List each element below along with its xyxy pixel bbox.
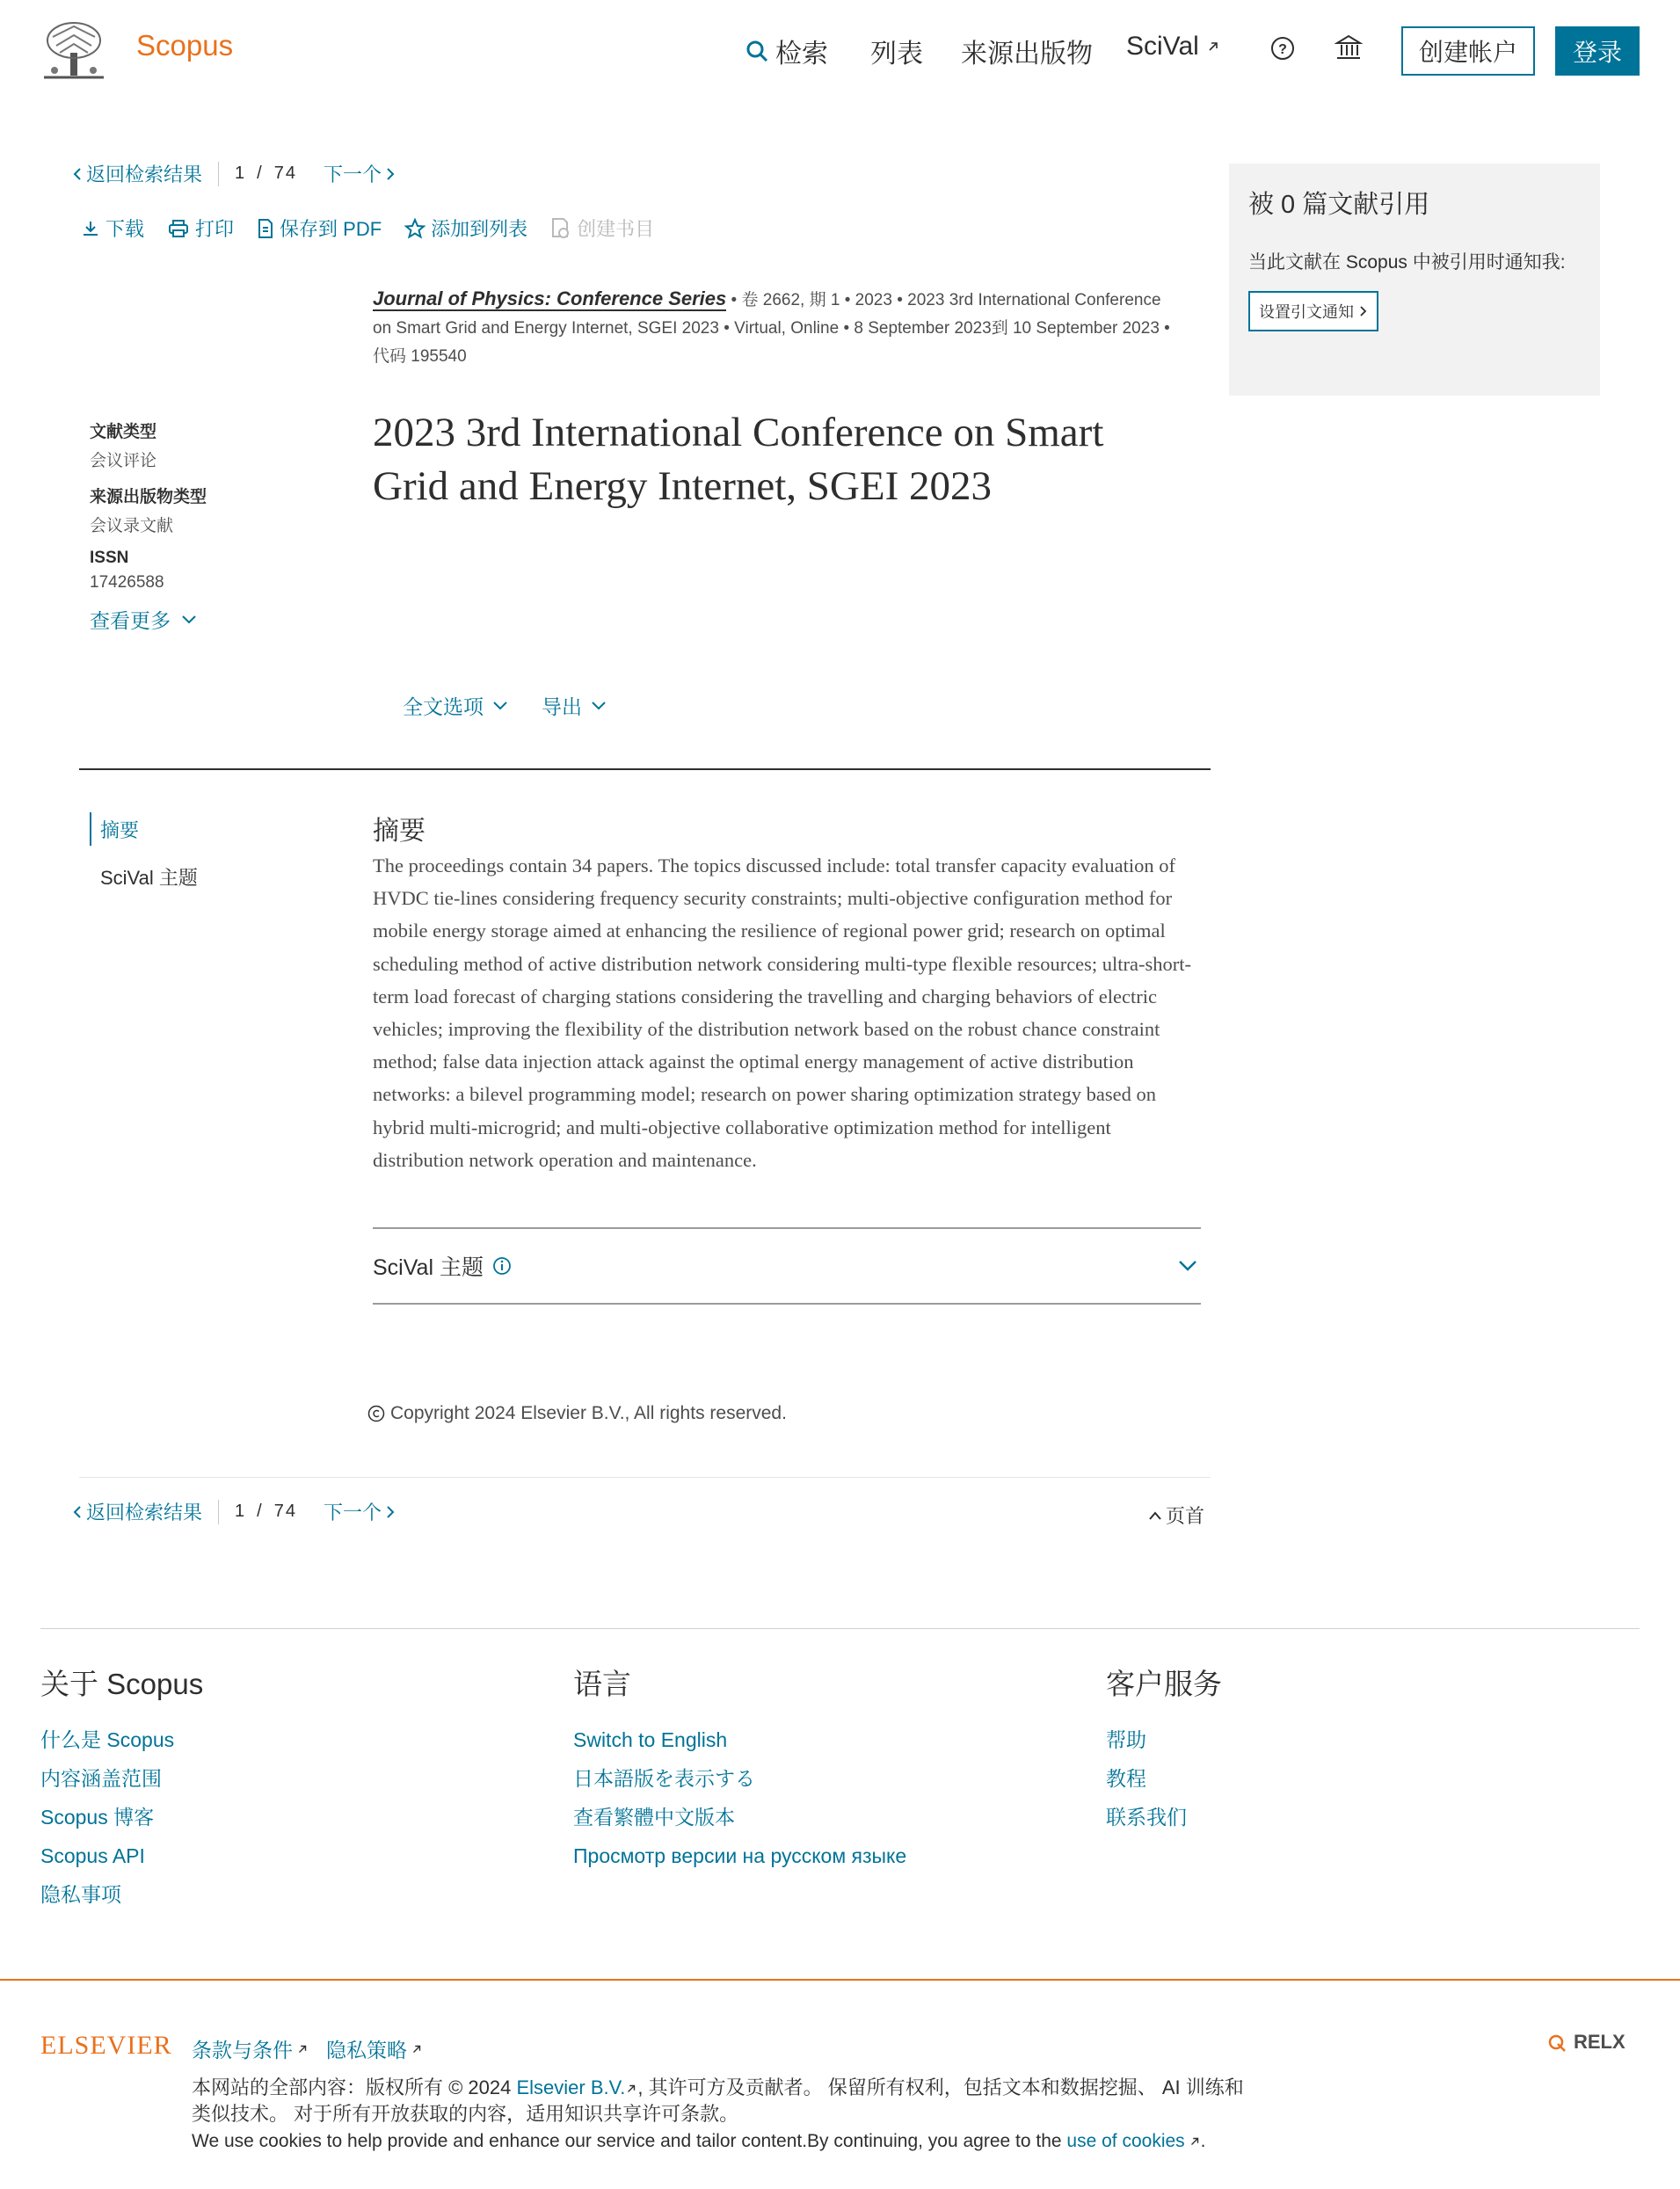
- nav-lists[interactable]: 列表: [870, 40, 923, 69]
- next-result-link[interactable]: [324, 1498, 396, 1525]
- next-label: 下一个: [323, 1502, 382, 1524]
- next-label: 下一个: [323, 164, 382, 185]
- sidenav-item-scival-topics[interactable]: SciVal 主题: [100, 867, 198, 889]
- chevron-up-icon: [1148, 1510, 1162, 1521]
- help-icon[interactable]: [1269, 35, 1296, 62]
- terms-label: 条款与条件: [192, 2039, 293, 2062]
- relx-label: RELX: [1574, 2031, 1625, 2053]
- cookie-notice-text: We use cookies to help provide and enhance our service and tailor content.By continuing, you agree to the: [192, 2131, 1067, 2151]
- pager-total: 74: [273, 164, 297, 183]
- chevron-left-icon: [72, 1505, 83, 1519]
- nav-scival[interactable]: [1126, 32, 1220, 62]
- footer-link-content-coverage[interactable]: 内容涵盖范围: [40, 1767, 162, 1790]
- chevron-down-icon: [181, 615, 197, 625]
- elsevier-logo[interactable]: ELSEVIER: [40, 2031, 172, 2060]
- external-link-icon: [411, 2043, 423, 2055]
- external-link-icon: [1189, 2135, 1201, 2148]
- chevron-right-icon: [385, 1505, 396, 1519]
- volume-issue: 卷 2662, 期 1: [741, 291, 840, 309]
- star-icon: [404, 218, 425, 239]
- scival-topics-title: [373, 1250, 512, 1282]
- next-result-link[interactable]: [324, 160, 396, 187]
- pager-slash: /: [257, 164, 264, 183]
- pager-top: [72, 160, 396, 187]
- active-indicator: [90, 812, 91, 846]
- download-button[interactable]: [81, 215, 144, 242]
- pager-slash: /: [257, 1502, 264, 1521]
- footer-link-contact[interactable]: 联系我们: [1106, 1806, 1187, 1829]
- footer-link-help[interactable]: 帮助: [1106, 1728, 1146, 1751]
- footer-service-heading: 客户服务: [1106, 1668, 1222, 1700]
- full-text-options-label: 全文选项: [403, 695, 484, 718]
- footer-link-russian[interactable]: Просмотр версии на русском языке: [573, 1844, 907, 1867]
- export-dropdown[interactable]: [542, 691, 607, 720]
- abstract-text: The proceedings contain 34 papers. The topics discussed include: total transfer capacity evaluation of HVDC tie-lines considering frequency security constraints; multi-objective configuration method for mobile energy storage aimed at enhancing the resilience of regional power grid; research on optimal scheduling method of active distribution network considering multi-type flexible resources; ultra-short-term load forecast of charging stations considering the travelling and charging behaviors of electric vehicles; improving the flexibility of the distribution network based on the robust chance constraint method; false data injection attack against the optimal energy management of active distribution networks: a bilevel programming model; research on power sharing optimization strategy based on hybrid multi-microgrid; and multi-objective collaborative optimization method for intelligent distribution network operation and maintenance.: [373, 855, 1192, 1171]
- chevron-right-icon: [1359, 305, 1368, 317]
- footer-link-traditional-chinese[interactable]: 查看繁體中文版本: [573, 1806, 735, 1829]
- cited-by-panel: [1229, 164, 1600, 396]
- nav-scival-label: SciVal: [1126, 32, 1199, 61]
- export-label: 导出: [542, 695, 582, 718]
- section-divider: [79, 768, 1211, 770]
- nav-search-label: 检索: [775, 40, 828, 69]
- footer-link-what-is-scopus[interactable]: 什么是 Scopus: [40, 1728, 175, 1751]
- copyright-text: Copyright 2024 Elsevier B.V., All rights reserved.: [390, 1403, 787, 1423]
- cited-by-title: 被 0 篇文献引用: [1248, 191, 1430, 219]
- footer-accent-line: [0, 1979, 1680, 1981]
- save-pdf-button[interactable]: [257, 215, 382, 242]
- scopus-brand[interactable]: Scopus: [136, 29, 234, 62]
- legal-notice: [192, 2075, 1255, 2127]
- copyright-line: [367, 1403, 787, 1424]
- back-to-results-link[interactable]: [72, 160, 202, 187]
- full-text-options-dropdown[interactable]: [403, 691, 508, 720]
- footer-language-heading: 语言: [573, 1668, 631, 1700]
- print-icon: [167, 219, 190, 238]
- source-type-label: 来源出版物类型: [90, 488, 207, 506]
- footer-about-heading: 关于 Scopus: [40, 1668, 204, 1700]
- chevron-down-icon: [591, 701, 607, 711]
- footer-customer-service: [1106, 1662, 1222, 1836]
- pager-bottom: [72, 1498, 396, 1525]
- info-icon[interactable]: [492, 1256, 512, 1276]
- set-citation-alert-button[interactable]: [1248, 291, 1378, 331]
- privacy-policy-label: 隐私策略: [326, 2039, 407, 2062]
- create-bibliography-button[interactable]: [550, 215, 654, 242]
- elsevier-bv-link[interactable]: Elsevier B.V.: [516, 2076, 626, 2098]
- document-meta: [90, 418, 353, 634]
- print-button[interactable]: [167, 215, 234, 242]
- cookie-notice-end: .: [1200, 2131, 1206, 2151]
- doc-type-value: 会议评论: [90, 452, 157, 470]
- copyright-icon: [367, 1405, 385, 1422]
- download-label: 下载: [105, 218, 145, 240]
- document-title: 2023 3rd International Conference on Smart Grid and Energy Internet, SGEI 2023: [373, 410, 1104, 509]
- bibliography-icon: [550, 217, 571, 240]
- create-bibliography-label: 创建书目: [577, 218, 655, 240]
- pager-separator: [218, 1500, 219, 1524]
- chevron-right-icon: [385, 167, 396, 181]
- login-button[interactable]: 登录: [1555, 26, 1640, 76]
- chevron-left-icon: [72, 167, 83, 181]
- conference-dates: 8 September 2023到 10 September 2023: [854, 319, 1160, 338]
- footer-link-japanese[interactable]: 日本語版を表示する: [573, 1767, 755, 1790]
- external-link-icon: [1206, 40, 1220, 54]
- nav-search[interactable]: [745, 32, 828, 70]
- footer-language: [573, 1662, 906, 1875]
- pager-separator: [218, 162, 219, 186]
- add-to-list-label: 添加到列表: [431, 218, 528, 240]
- view-more-label: 查看更多: [90, 609, 171, 632]
- footer-link-scopus-blog[interactable]: Scopus 博客: [40, 1806, 155, 1829]
- footer-about: [40, 1662, 203, 1914]
- footer-link-tutorials[interactable]: 教程: [1106, 1767, 1146, 1790]
- use-of-cookies-link[interactable]: use of cookies: [1066, 2131, 1185, 2151]
- conference-name: 2023 3rd International Conference on Smart Grid and Energy Internet, SGEI 2023: [373, 291, 1161, 338]
- journal-link[interactable]: Journal of Physics: Conference Series: [373, 287, 727, 309]
- document-toolbar: [81, 215, 654, 242]
- section-nav: [90, 812, 198, 891]
- search-icon: [745, 40, 768, 62]
- external-link-icon: [296, 2043, 309, 2055]
- issn-value: 17426588: [90, 573, 164, 592]
- legal-notice-post: , 其许可方及贡献者。 保留所有权利，包括文本和数据挖掘、 AI 训练和类似技术。 对于所有开放获取的内容，适用知识共享许可条款。: [192, 2076, 1244, 2125]
- institution-icon[interactable]: [1335, 33, 1363, 62]
- footer-link-scopus-api[interactable]: Scopus API: [40, 1844, 145, 1867]
- pager-position: 1: [235, 1502, 247, 1521]
- legal-notice-pre: 本网站的全部内容：版权所有 © 2024: [192, 2076, 517, 2098]
- abstract-heading: 摘要: [373, 817, 425, 846]
- pager-total: 74: [273, 1502, 297, 1521]
- external-link-icon: [625, 2083, 637, 2095]
- terms-link[interactable]: [192, 2034, 309, 2063]
- back-to-top-label: 页首: [1166, 1505, 1205, 1527]
- cited-by-notify-text: 当此文献在 Scopus 中被引用时通知我:: [1248, 252, 1566, 273]
- doc-type-label: 文献类型: [90, 423, 157, 441]
- publication-year: 2023: [855, 291, 892, 309]
- back-label: 返回检索结果: [86, 1502, 203, 1524]
- sidenav-item-abstract[interactable]: [90, 812, 198, 846]
- pager-position: 1: [235, 164, 247, 183]
- add-to-list-button[interactable]: [404, 215, 527, 242]
- create-account-button[interactable]: 创建帐户: [1401, 26, 1535, 76]
- sidenav-abstract-label: 摘要: [100, 818, 140, 841]
- conference-code: 代码 195540: [373, 347, 467, 366]
- cookie-notice: [192, 2131, 1206, 2152]
- scival-topics-label: SciVal 主题: [373, 1255, 484, 1280]
- source-type-value: 会议录文献: [90, 517, 174, 535]
- save-pdf-label: 保存到 PDF: [280, 218, 382, 240]
- svg-text:?: ?: [1278, 42, 1287, 57]
- download-icon: [81, 219, 100, 238]
- print-label: 打印: [195, 218, 235, 240]
- scival-topics-accordion[interactable]: [373, 1227, 1201, 1305]
- pdf-icon: [257, 218, 274, 239]
- back-label: 返回检索结果: [86, 164, 203, 185]
- footer-link-english[interactable]: Switch to English: [573, 1728, 728, 1751]
- chevron-down-icon: [1178, 1260, 1197, 1272]
- set-citation-alert-label: 设置引文通知: [1259, 303, 1354, 321]
- view-more-button[interactable]: [90, 605, 353, 634]
- nav-sources[interactable]: 来源出版物: [961, 40, 1093, 69]
- back-to-top-link[interactable]: [1148, 1502, 1204, 1529]
- issn-label: ISSN: [90, 549, 129, 567]
- footer-link-privacy[interactable]: 隐私事项: [40, 1883, 121, 1906]
- conference-location: Virtual, Online: [734, 319, 840, 338]
- legal-links: [192, 2034, 423, 2063]
- relx-mark-icon: [1547, 2032, 1570, 2053]
- footer-divider: [40, 1628, 1640, 1629]
- privacy-policy-link[interactable]: [326, 2034, 423, 2063]
- chevron-down-icon: [492, 701, 508, 711]
- relx-logo[interactable]: [1547, 2031, 1625, 2054]
- source-info: Journal of Physics: Conference Series • 卷 2662, 期 1 • 2023 • 2023 3rd International Conference on Smart Grid and Energy Internet, SGEI 2023 • Virtual, Online • 8 September 2023到 10 September 2023 • 代码 195540: [373, 287, 1170, 366]
- bottom-divider: [79, 1477, 1211, 1478]
- elsevier-tree-logo[interactable]: [40, 19, 107, 81]
- back-to-results-link[interactable]: [72, 1498, 202, 1525]
